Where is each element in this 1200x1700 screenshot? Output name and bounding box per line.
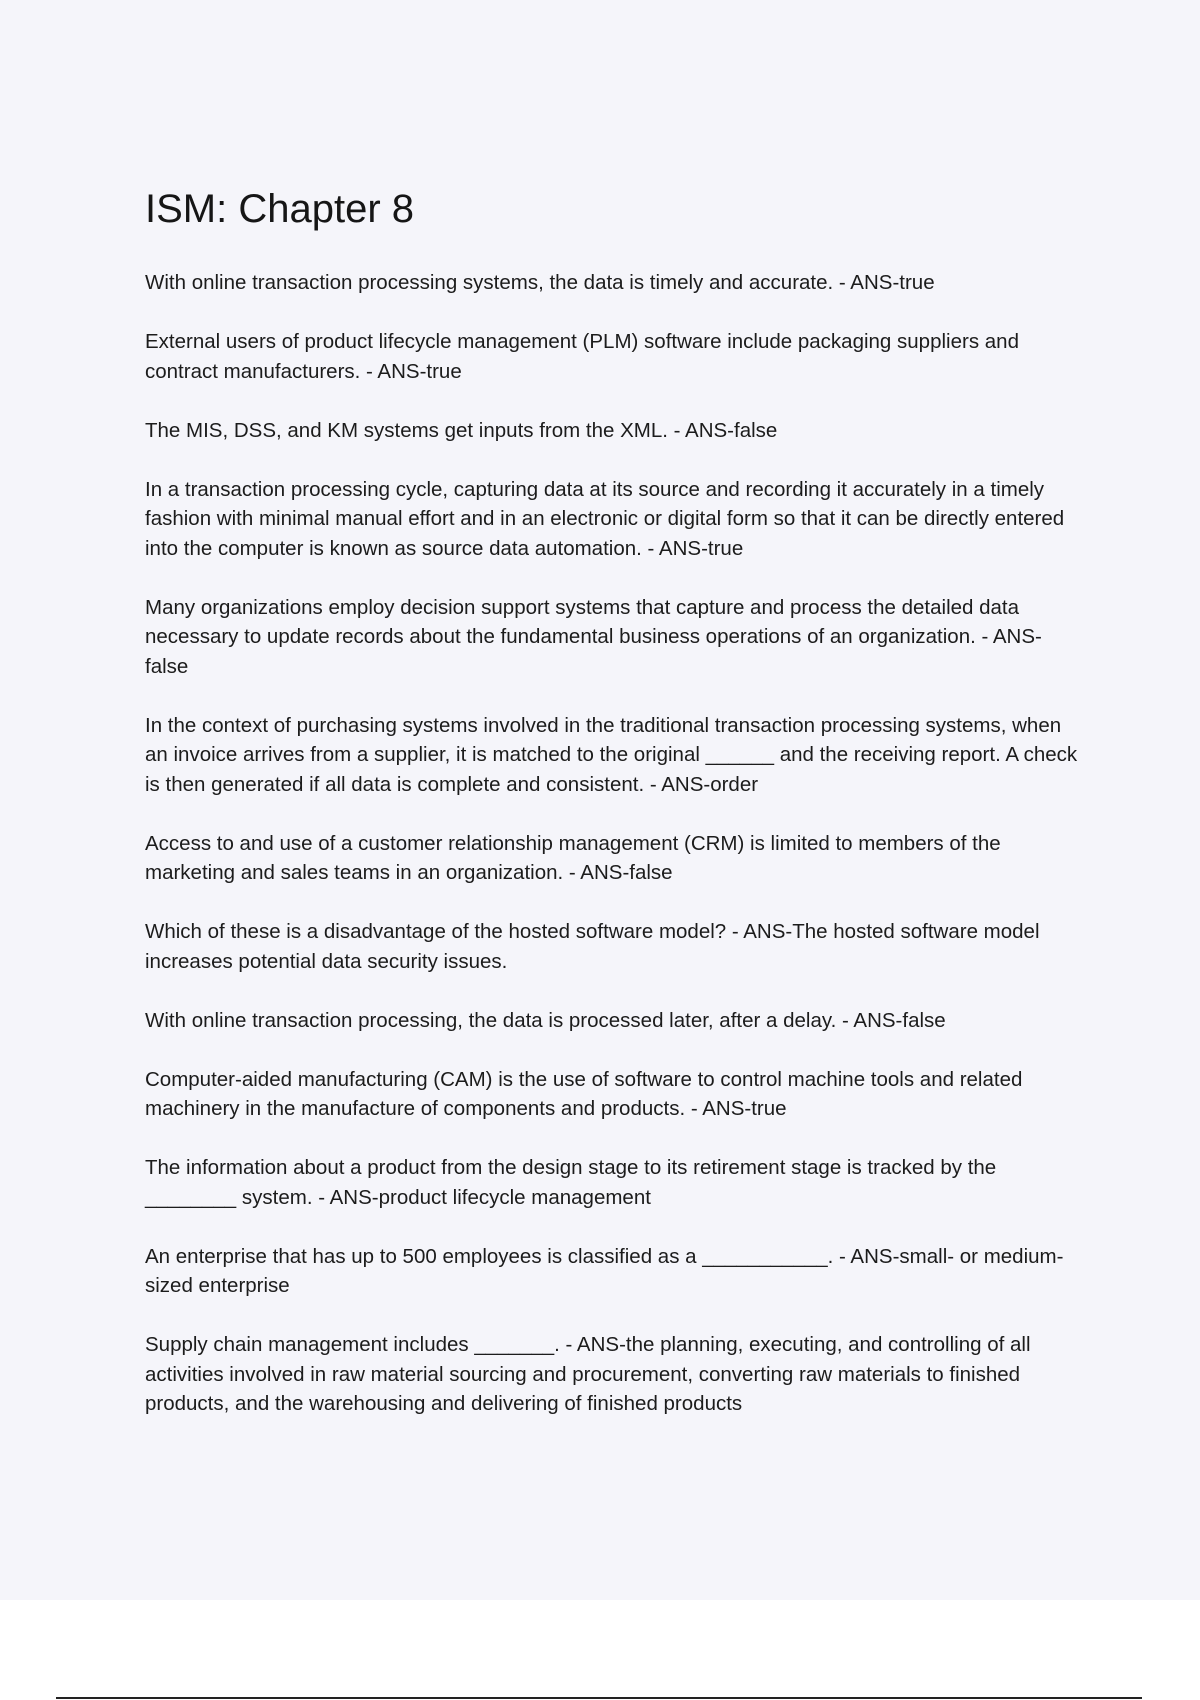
qa-item: Computer-aided manufacturing (CAM) is the use of software to control machine tools and related machinery in the manufacture of components and products. - ANS-true: [145, 1067, 1023, 1120]
qa-item: Supply chain management includes _______. - ANS-the planning, executing, and controlling of all activities involved in raw material sourcing and procurement, converting raw materials to finished products, and the warehousing and delivering of finished products: [145, 1333, 1031, 1415]
qa-item: Access to and use of a customer relationship management (CRM) is limited to members of the marketing and sales teams in an organization. - ANS-false: [145, 831, 1001, 884]
document-content: [145, 183, 1085, 1448]
footer-divider: [56, 1697, 1142, 1699]
qa-item: In the context of purchasing systems involved in the traditional transaction processing systems, when an invoice arrives from a supplier, it is matched to the original ______ and the receiving report. A check is then generated if all data is complete and consistent. - ANS-order: [145, 713, 1078, 796]
qa-item: Which of these is a disadvantage of the hosted software model? - ANS-The hosted software model increases potential data security issues.: [145, 920, 1040, 973]
qa-item: In a transaction processing cycle, capturing data at its source and recording it accurately in a timely fashion with minimal manual effort and in an electronic or digital form so that it can be directly entered into the computer is known as source data automation. - ANS-true: [145, 477, 1065, 560]
qa-item: With online transaction processing, the data is processed later, after a delay. - ANS-false: [145, 1008, 946, 1032]
qa-item: An enterprise that has up to 500 employees is classified as a ___________. - ANS-small- or medium-sized enterprise: [145, 1244, 1064, 1297]
qa-item: Many organizations employ decision support systems that capture and process the detailed data necessary to update records about the fundamental business operations of an organization. - ANS-false: [145, 595, 1042, 678]
qa-item: External users of product lifecycle management (PLM) software include packaging suppliers and contract manufacturers. - ANS-true: [145, 330, 1019, 383]
qa-item: The information about a product from the design stage to its retirement stage is tracked by the ________ system. - ANS-product lifecycle management: [145, 1156, 997, 1209]
qa-item: With online transaction processing systems, the data is timely and accurate. - ANS-true: [145, 271, 935, 294]
qa-item: The MIS, DSS, and KM systems get inputs from the XML. - ANS-false: [145, 418, 778, 442]
page-title: ISM: Chapter 8: [145, 187, 415, 231]
